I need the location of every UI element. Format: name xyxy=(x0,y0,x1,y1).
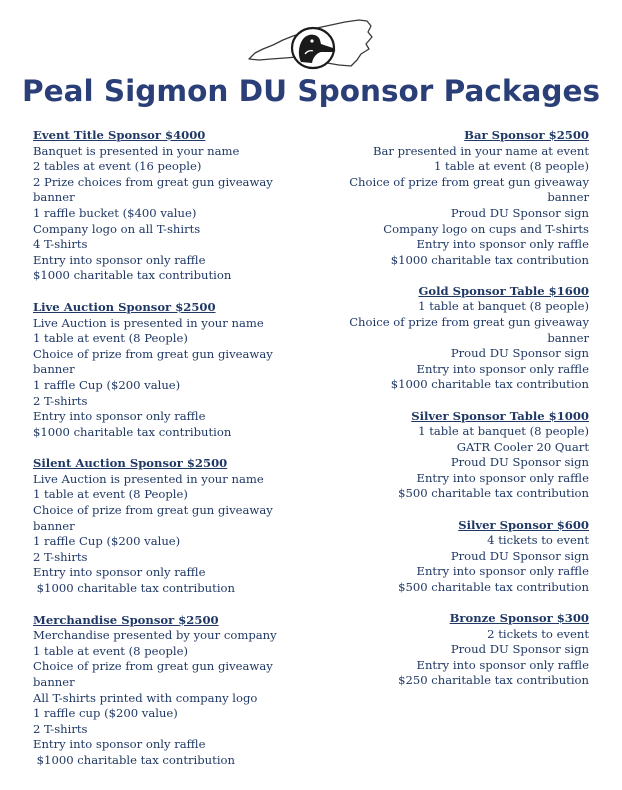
sponsor-benefit-line: Entry into sponsor only raffle xyxy=(416,564,589,579)
sponsor-benefit-line: GATR Cooler 20 Quart xyxy=(456,439,589,454)
sponsor-benefit-line: $1000 charitable tax contribution xyxy=(390,252,589,267)
sponsor-benefit-line: $1000 charitable tax contribution xyxy=(33,581,235,596)
sponsor-package xyxy=(33,300,333,440)
sponsor-benefit-line: banner xyxy=(33,518,75,533)
sponsor-benefit-line: 1 raffle Cup ($200 value) xyxy=(33,534,181,549)
sponsor-package-heading: Merchandise Sponsor $2500 xyxy=(33,612,219,627)
sponsor-benefit-line: Entry into sponsor only raffle xyxy=(33,409,206,424)
sponsor-benefit-line: Entry into sponsor only raffle xyxy=(416,237,589,252)
sponsor-benefit-line: 1 table at event (8 People) xyxy=(33,331,188,346)
sponsor-benefit-line: 2 tickets to event xyxy=(487,626,589,641)
page-title: Peal Sigmon DU Sponsor Packages xyxy=(21,74,601,108)
sponsor-benefit-line: Live Auction is presented in your name xyxy=(33,471,264,486)
right-sponsor-column xyxy=(289,128,589,705)
sponsor-package-heading: Silver Sponsor $600 xyxy=(458,517,589,532)
sponsor-benefit-line: banner xyxy=(33,190,75,205)
sponsor-benefit-line: 1 table at event (8 people) xyxy=(433,159,589,174)
sponsor-benefit-line: Proud DU Sponsor sign xyxy=(450,455,589,470)
sponsor-benefit-line: Entry into sponsor only raffle xyxy=(33,252,206,267)
sponsor-benefit-line: 1 raffle Cup ($200 value) xyxy=(33,377,181,392)
sponsor-benefit-line: banner xyxy=(33,675,75,689)
sponsor-benefit-line: Merchandise presented by your company xyxy=(33,628,277,643)
sponsor-package-heading: Silent Auction Sponsor $2500 xyxy=(33,456,228,471)
sponsor-benefit-line: 1 raffle bucket ($400 value) xyxy=(33,205,197,220)
sponsor-benefit-line: $1000 charitable tax contribution xyxy=(33,752,235,767)
sponsor-package-heading: Silver Sponsor Table $1000 xyxy=(411,408,589,423)
sponsor-benefit-line: Choice of prize from great gun giveaway xyxy=(349,315,589,330)
sponsor-benefit-line: Proud DU Sponsor sign xyxy=(450,642,589,657)
sponsor-package xyxy=(289,128,589,268)
sponsor-benefit-line: banner xyxy=(547,330,589,345)
sponsor-package xyxy=(33,456,333,596)
sponsor-benefit-line: All T-shirts printed with company logo xyxy=(33,690,258,705)
sponsor-package xyxy=(289,409,589,503)
sponsor-benefit-line: Choice of prize from great gun giveaway xyxy=(349,174,589,189)
sponsor-benefit-line: Entry into sponsor only raffle xyxy=(33,737,206,752)
sponsor-benefit-line: 2 tables at event (16 people) xyxy=(33,159,202,174)
sponsor-benefit-line: banner xyxy=(33,362,75,377)
sponsor-benefit-line: 1 table at banquet (8 people) xyxy=(418,424,589,439)
sponsor-benefit-line: 1 table at banquet (8 people) xyxy=(418,299,589,314)
sponsor-benefit-line: Entry into sponsor only raffle xyxy=(416,361,589,376)
sponsor-benefit-line: Proud DU Sponsor sign xyxy=(450,548,589,563)
sponsor-benefit-line: 2 T-shirts xyxy=(33,549,88,564)
sponsor-benefit-line: 1 raffle cup ($200 value) xyxy=(33,706,178,721)
sponsor-benefit-line: Company logo on cups and T-shirts xyxy=(383,221,589,236)
sponsor-benefit-line: $1000 charitable tax contribution xyxy=(390,377,589,392)
sponsor-benefit-line: $500 charitable tax contribution xyxy=(398,579,589,594)
sponsor-benefit-line: Entry into sponsor only raffle xyxy=(416,470,589,485)
sponsor-benefit-line: banner xyxy=(547,190,589,205)
sponsor-benefit-line: 1 table at event (8 people) xyxy=(33,643,189,658)
sponsor-package xyxy=(289,611,589,689)
sponsor-benefit-line: Banquet is presented in your name xyxy=(33,143,240,158)
sponsor-package-heading: Gold Sponsor Table $1600 xyxy=(418,283,589,298)
sponsor-benefit-line: Bar presented in your name at event xyxy=(372,143,589,158)
sponsor-benefit-line: Proud DU Sponsor sign xyxy=(450,205,589,220)
sponsor-benefit-line: 2 Prize choices from great gun giveaway xyxy=(33,174,273,189)
sponsor-benefit-line: Proud DU Sponsor sign xyxy=(450,346,589,361)
sponsor-benefit-line: $1000 charitable tax contribution xyxy=(33,268,232,283)
sponsor-benefit-line: $250 charitable tax contribution xyxy=(398,673,589,688)
sponsor-package-heading: Live Auction Sponsor $2500 xyxy=(33,299,216,314)
sponsor-benefit-line: $1000 charitable tax contribution xyxy=(33,424,232,439)
sponsor-benefit-line: 4 T-shirts xyxy=(33,237,88,252)
sponsor-benefit-line: Live Auction is presented in your name xyxy=(33,315,264,330)
sponsor-benefit-line: 4 tickets to event xyxy=(487,533,589,548)
sponsor-benefit-line: 1 table at event (8 People) xyxy=(33,487,188,502)
ducks-unlimited-north-carolina-logo xyxy=(247,16,375,72)
sponsor-package xyxy=(289,284,589,393)
sponsor-benefit-line: $500 charitable tax contribution xyxy=(398,486,589,501)
left-sponsor-column xyxy=(33,128,333,785)
sponsor-benefit-line: 2 T-shirts xyxy=(33,721,88,736)
sponsor-package xyxy=(33,128,333,284)
sponsor-benefit-line: Choice of prize from great gun giveaway xyxy=(33,346,273,361)
sponsor-benefit-line: Entry into sponsor only raffle xyxy=(416,657,589,672)
sponsor-benefit-line: Choice of prize from great gun giveaway xyxy=(33,503,273,518)
sponsor-package xyxy=(289,518,589,596)
sponsor-package xyxy=(33,613,333,769)
sponsor-package-heading: Event Title Sponsor $4000 xyxy=(33,128,206,142)
sponsor-benefit-line: Entry into sponsor only raffle xyxy=(33,565,206,580)
sponsor-package-heading: Bar Sponsor $2500 xyxy=(464,128,589,142)
sponsor-benefit-line: Company logo on all T-shirts xyxy=(33,221,201,236)
sponsor-package-heading: Bronze Sponsor $300 xyxy=(449,611,589,626)
nc-duck-icon xyxy=(247,16,375,72)
sponsor-benefit-line: 2 T-shirts xyxy=(33,393,88,408)
sponsor-benefit-line: Choice of prize from great gun giveaway xyxy=(33,659,273,674)
